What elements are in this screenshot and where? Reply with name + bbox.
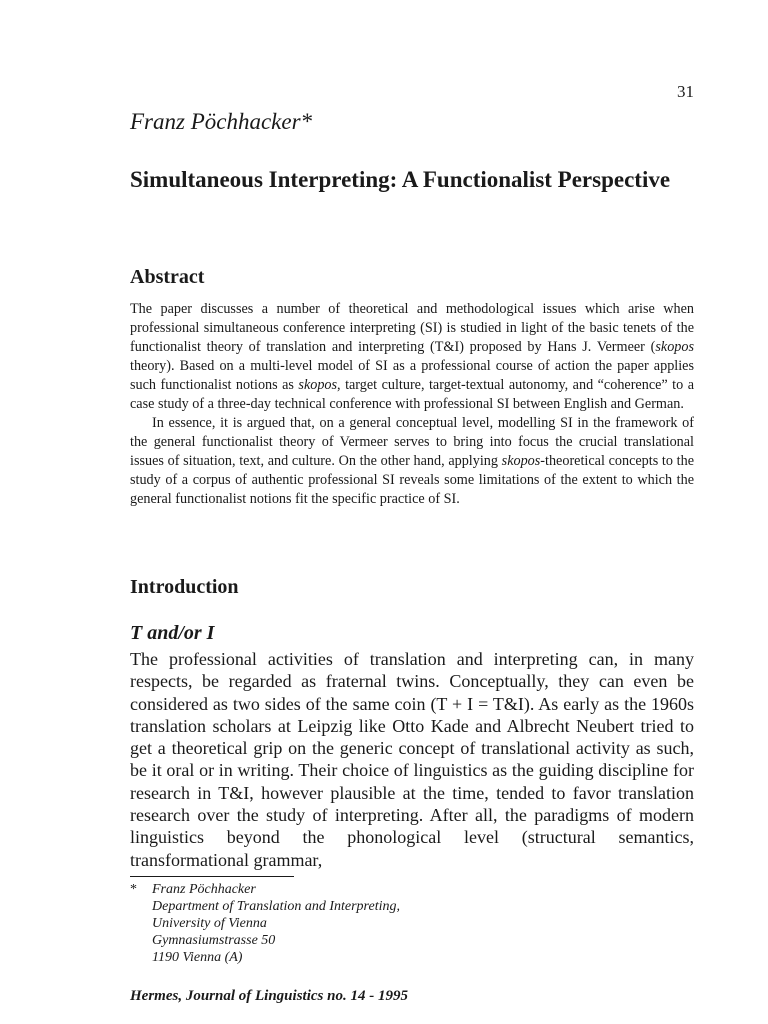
abstract-p2-text-b: -theoretical concepts to the study of a corpus of authentic professional SI reveals some limitations of the extent to which the general functionalist notions fit the specific practice of SI. bbox=[130, 453, 694, 507]
abstract-p1-text-c: , target culture, target-textual autonomy, and “coherence” to a case study of a three-day technical conference with professional SI between English and German. bbox=[130, 377, 694, 412]
paper-title: Simultaneous Interpreting: A Functionalist Perspective bbox=[130, 167, 671, 192]
footnote-marker: * bbox=[130, 882, 137, 897]
footnote-line: Gymnasiumstrasse 50 bbox=[152, 933, 276, 948]
abstract-p2-skopos: skopos bbox=[501, 453, 541, 469]
journal-footer: Hermes, Journal of Linguistics no. 14 - 1995 bbox=[130, 988, 408, 1004]
abstract-p1-text-a: The paper discusses a number of theoretical and methodological issues which arise when professional simultaneous conference interpreting (SI) is studied in light of the basic tenets of the functionalist theory of translation and interpreting (T&I) proposed by Hans J. Vermeer ( bbox=[130, 301, 694, 355]
footnote-line: Franz Pöchhacker bbox=[152, 882, 256, 897]
abstract-p1-skopos-2: skopos bbox=[298, 377, 338, 393]
page-number: 31 bbox=[677, 82, 694, 101]
section-subheading: T and/or I bbox=[130, 622, 215, 644]
footnote-line: University of Vienna bbox=[152, 916, 267, 931]
abstract-paragraph-2 bbox=[130, 414, 694, 509]
author-name: Franz Pöchhacker* bbox=[130, 109, 313, 134]
footnote-divider bbox=[130, 876, 294, 877]
abstract-p2-text-a: In essence, it is argued that, on a general conceptual level, modelling SI in the framework of the general functionalist theory of Vermeer serves to bring into focus the crucial translational issues of situation, text, and culture. On the other hand, applying bbox=[130, 415, 694, 469]
abstract-body bbox=[130, 300, 694, 509]
footnote-line: 1190 Vienna (A) bbox=[152, 950, 243, 965]
footnote bbox=[130, 881, 530, 966]
footnote-line: Department of Translation and Interpreting, bbox=[152, 899, 400, 914]
abstract-paragraph-1 bbox=[130, 300, 694, 414]
abstract-p1-skopos-1: skopos bbox=[655, 339, 694, 355]
introduction-heading: Introduction bbox=[130, 576, 239, 598]
abstract-p1-text-b: theory). Based on a multi-level model of SI as a professional course of action the paper applies such functionalist notions as bbox=[130, 358, 694, 393]
abstract-heading: Abstract bbox=[130, 266, 205, 288]
introduction-body: The professional activities of translation and interpreting can, in many respects, be regarded as fraternal twins. Conceptually, they can even be considered as two sides of the same coin (T + I = T&I). As early as the 1960s translation scholars at Leipzig like Otto Kade and Albrecht Neubert tried to get a theoretical grip on the generic concept of translational activity as such, be it oral or in writing. Their choice of linguistics as the guiding discipline for research in T&I, however plausible at the time, tended to favor translation research over the study of interpreting. After all, the paradigms of modern linguistics beyond the phonological level (structural semantics, transformational grammar, bbox=[130, 649, 694, 870]
